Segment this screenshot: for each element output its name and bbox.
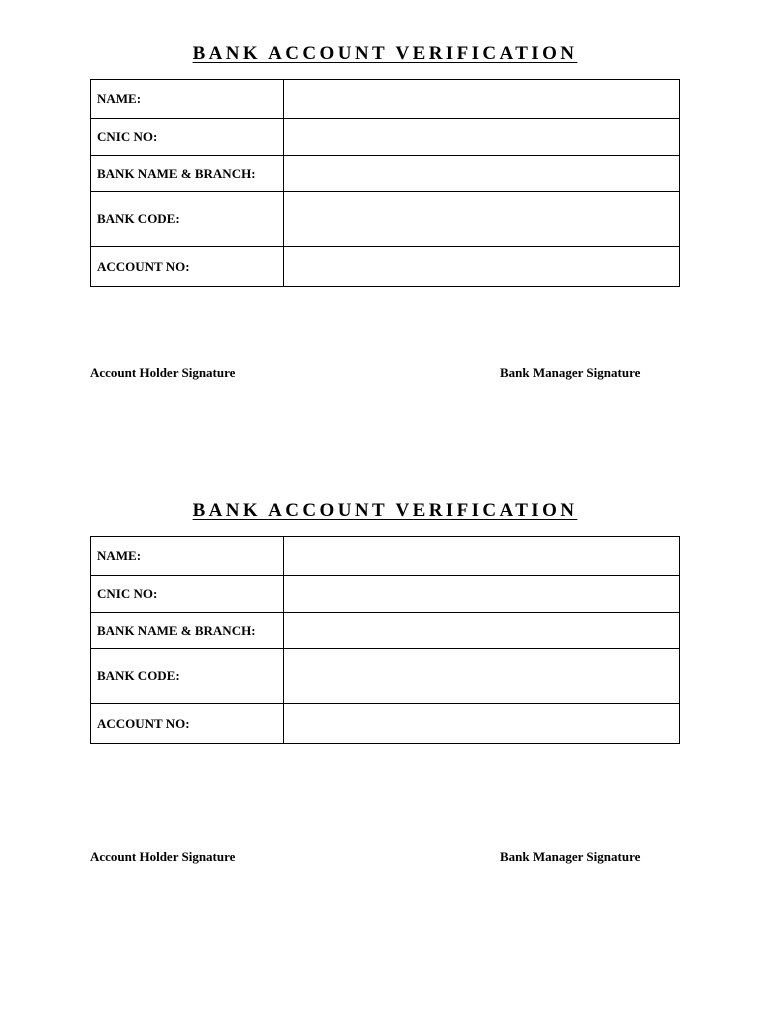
name-label: NAME: (91, 537, 284, 576)
bank-code-field[interactable] (284, 649, 680, 704)
table-row (91, 649, 680, 704)
table-row (91, 247, 680, 287)
table-row (91, 119, 680, 156)
table-row (91, 192, 680, 247)
account-details-table (90, 79, 680, 287)
verification-form-1 (90, 42, 680, 385)
account-no-label: ACCOUNT NO: (91, 247, 284, 287)
form-title: BANK ACCOUNT VERIFICATION (192, 500, 578, 521)
signature-row (90, 365, 680, 385)
table-row (91, 80, 680, 119)
bank-name-branch-label: BANK NAME & BRANCH: (91, 156, 284, 192)
bank-name-branch-field[interactable] (284, 156, 680, 192)
bank-name-branch-label: BANK NAME & BRANCH: (91, 613, 284, 649)
bank-manager-signature-label: Bank Manager Signature (500, 365, 641, 380)
table-row (91, 576, 680, 613)
name-field[interactable] (284, 537, 680, 576)
name-label: NAME: (91, 80, 284, 119)
signature-row (90, 849, 680, 869)
table-row (91, 704, 680, 744)
cnic-label: CNIC NO: (91, 576, 284, 613)
cnic-label: CNIC NO: (91, 119, 284, 156)
account-no-label: ACCOUNT NO: (91, 704, 284, 744)
account-details-table (90, 536, 680, 744)
account-holder-signature-label: Account Holder Signature (90, 849, 236, 864)
account-no-field[interactable] (284, 704, 680, 744)
table-row (91, 537, 680, 576)
account-holder-signature-label: Account Holder Signature (90, 365, 236, 380)
bank-code-label: BANK CODE: (91, 192, 284, 247)
bank-code-label: BANK CODE: (91, 649, 284, 704)
cnic-field[interactable] (284, 119, 680, 156)
bank-name-branch-field[interactable] (284, 613, 680, 649)
table-row (91, 156, 680, 192)
form-title: BANK ACCOUNT VERIFICATION (192, 43, 578, 64)
name-field[interactable] (284, 80, 680, 119)
bank-code-field[interactable] (284, 192, 680, 247)
account-no-field[interactable] (284, 247, 680, 287)
table-row (91, 613, 680, 649)
verification-form-2 (90, 499, 680, 869)
cnic-field[interactable] (284, 576, 680, 613)
bank-manager-signature-label: Bank Manager Signature (500, 849, 641, 864)
